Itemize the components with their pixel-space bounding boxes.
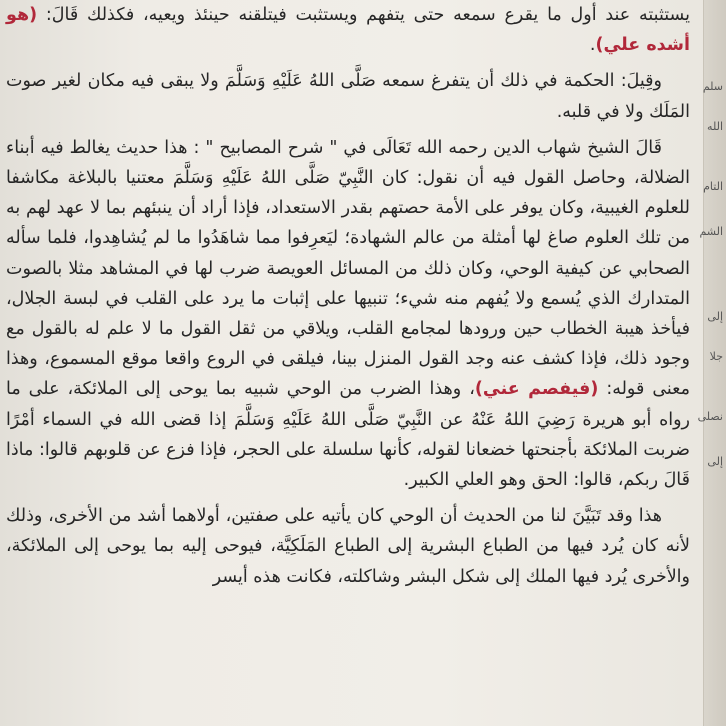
quote-highlight: (فيفصم عني) xyxy=(474,379,599,400)
text-run: هذا وقد تَبَيَّنَ لنا من الحديث أن الوحي كان يأتيه على صفتين، أولاهما أشد من الأخرى، وذلك لأنه كان يُرد فيها من الطباع البشرية إلى الطباع المَلَكِيَّة، فيوحى إليه بما يوحى إلى الملائكة، والأخرى يُرد فيها الملك إلى شكل البشر وشاكلته، فكانت هذه أيسر xyxy=(6,506,690,587)
paragraph xyxy=(6,0,690,60)
text-run: قَالَ الشيخ شهاب الدين رحمه الله تَعَالَى في " شرح المصابيح " : هذا حديث يغالط فيه أبناء الضلالة، وحاصل القول فيه أن نقول: كان النَّبِيّ صَلَّى اللهُ عَلَيْهِ وَسَلَّمَ معتنيا بالبلاغة مكاشفا للعلوم الغيبية، وكان يوفر على الأمة حصتهم بقدر الاستعداد، فإذا أراد أن ينبئهم بما لا عهد لهم به من تلك العلوم صاغ لها أمثلة من عالم الشهادة؛ ليَعرِفوا مما شاهَدُوا ما لم يُشاهِدوا، فلما سأله الصحابي عن كيفية الوحي، وكان ذلك من المسائل العويصة ضرب لها في المشاهد مثلا بالصوت المتدارك الذي يُسمع ولا يُفهم منه شيء؛ تنبيها على إثبات ما يرد على القلب في لبسة الجلال، فيأخذ هيبة الخطاب حين ورودها لمجامع القلب، ويلاقي من ثقل القول ما لا علم له بالقول مع وجود ذلك، فإذا كشف عنه وجد القول المنزل بينا، فيلقى في الروع واقعا موقع المسموع، وهذا معنى قوله: xyxy=(6,137,691,400)
adjacent-page-edge xyxy=(697,0,726,726)
margin-fragment: سلم xyxy=(702,80,723,93)
margin-fragment: التام xyxy=(703,180,723,193)
text-run: وقِيلَ: الحكمة في ذلك أن يتفرغ سمعه صَلَّى اللهُ عَلَيْهِ وَسَلَّمَ ولا يبقى فيه مكان لغير صوت المَلَك ولا في قلبه. xyxy=(6,71,690,122)
margin-fragment: جلا xyxy=(709,350,723,363)
text-run: يستثبته عند أول ما يقرع سمعه حتى يتفهم ويستثبت فيتلقنه حينئذ ويعيه، فكذلك قَالَ: xyxy=(37,5,690,25)
text-run: . xyxy=(589,35,596,56)
quote-highlight: (هو أشده علي) xyxy=(6,5,690,56)
margin-fragment: الشم xyxy=(699,225,723,238)
margin-fragment: نصلى xyxy=(697,410,723,423)
paragraph xyxy=(6,501,690,592)
margin-fragment: إلى xyxy=(707,310,723,323)
text-run: ، وهذا الضرب من الوحي شبيه بما يوحى إلى الملائكة، على ما رواه أبو هريرة رَضِيَ اللهُ عَنْهُ عن النَّبِيّ صَلَّى اللهُ عَلَيْهِ وَسَلَّمَ إذا قضى الله في السماء أمْرًا ضربت الملائكة بأجنحتها خضعانا لقوله، كأنها سلسلة على الحجر، فإذا فزع عن قلوبهم قالوا: ماذا قَالَ ربكم، قالوا: الحق وهو العلي الكبير. xyxy=(6,379,690,491)
paragraph xyxy=(6,133,690,495)
body-text xyxy=(6,0,690,592)
margin-fragment: إلى xyxy=(707,455,723,468)
margin-fragment: الله xyxy=(707,120,723,133)
paragraph xyxy=(6,66,690,126)
